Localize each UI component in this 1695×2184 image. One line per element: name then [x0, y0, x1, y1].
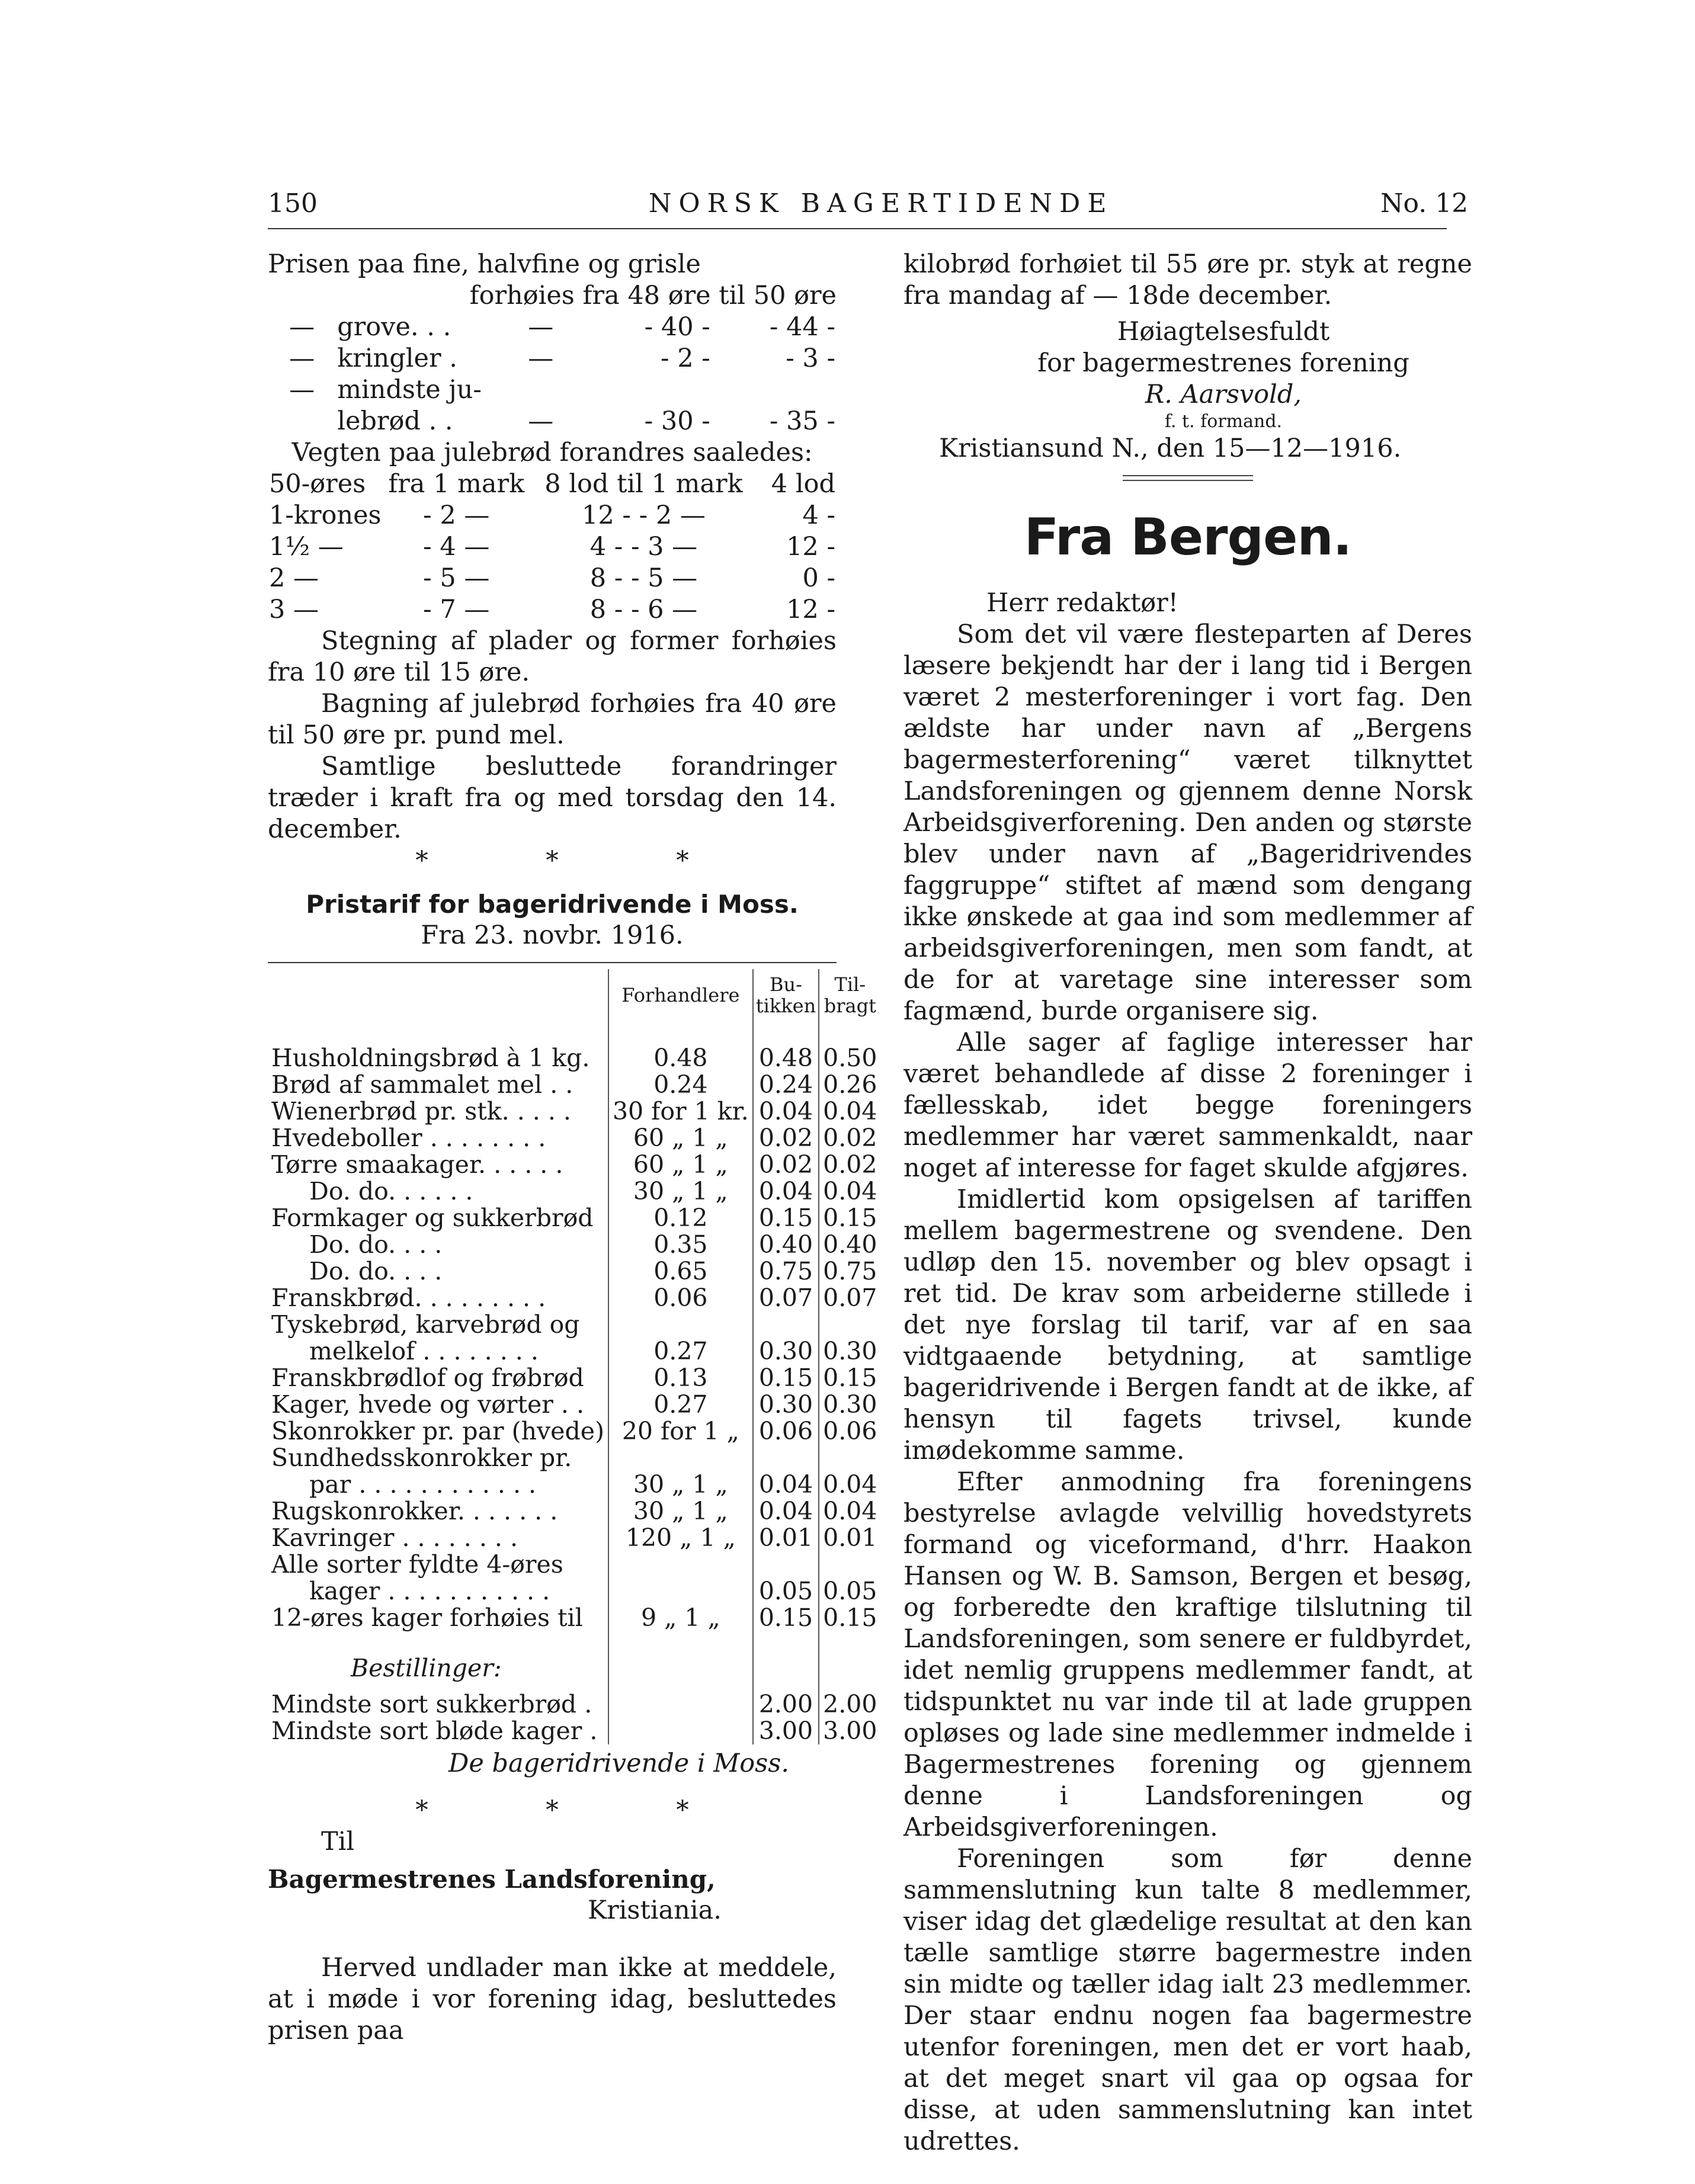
table-price-cell: 0.04 — [753, 1178, 819, 1205]
table-price-cell: 0.04 — [819, 1471, 880, 1498]
table-row — [268, 1098, 880, 1125]
letter-addressee: Bagermestrenes Landsforening, — [268, 1865, 716, 1894]
table-price-cell: 0.48 — [753, 1045, 819, 1072]
signer-title: f. t. formand. — [1164, 411, 1283, 432]
tariff-signature — [268, 1748, 837, 1779]
section-separator-2 — [268, 1795, 837, 1826]
table-price-cell: 0.15 — [753, 1365, 819, 1391]
table-row — [268, 1205, 880, 1231]
intro-line-2: forhøies fra 48 øre til 50 øre — [469, 281, 837, 310]
price-cell: - 35 - — [769, 406, 835, 436]
weight-cell: 0 - — [802, 563, 835, 593]
table-price-cell: 0.27 — [608, 1391, 753, 1418]
weight-row — [268, 563, 837, 594]
table-item-name: kager . . . . . . . . . . . — [309, 1577, 550, 1605]
separator-star: * — [676, 1795, 689, 1825]
table-price-cell: 0.06 — [608, 1285, 753, 1311]
table-price-cell: 2.00 — [819, 1691, 880, 1718]
weight-row — [268, 500, 837, 531]
issue-number: No. 12 — [1380, 188, 1469, 219]
table-price-cell: 0.04 — [819, 1178, 880, 1205]
tariff-header-forhandlere: Forhandlere — [608, 969, 753, 1021]
table-item-name: Kavringer . . . . . . . . — [271, 1524, 518, 1552]
table-price-cell: 0.35 — [608, 1231, 753, 1258]
tariff-header-butikken: Bu-tikken — [753, 969, 819, 1021]
letter-addressee-city: Kristiania. — [588, 1896, 722, 1925]
table-price-cell — [753, 1551, 819, 1578]
section-title: Fra Bergen. — [1024, 508, 1352, 567]
table-item-name: Wienerbrød pr. stk. . . . . — [271, 1097, 571, 1125]
weight-cell: 50-øres — [269, 469, 366, 499]
table-price-cell: 60 „ 1 „ — [608, 1152, 753, 1178]
table-row — [268, 1285, 880, 1311]
price-cell — [575, 374, 711, 406]
bergen-paragraph: Som det vil være flesteparten af Deres læsere bekjendt har der i lang tid i Bergen været 2 mesterforeninger i vort fag. Den ældste har under navn af „Bergens bagermesterforening“ været tilknyttet Landsforeningen og gjennem denne Norsk Arbeidsgiverforening. Den anden og største blev under navn af „Bageridrivendes faggruppe“ stiftet af mænd som dengang ikke ønskede at gaa ind som medlemmer af arbeidsgiverforeningen, men som fandt, at de for at varetage sine interesser som fagmænd, burde organisere sig. — [903, 620, 1472, 1026]
price-cell: mindste ju- — [337, 375, 482, 405]
orders-label-row — [268, 1655, 880, 1682]
table-top-rule — [268, 962, 837, 963]
price-row — [268, 374, 837, 406]
weight-table — [268, 469, 837, 626]
table-price-cell: 0.02 — [819, 1152, 880, 1178]
separator-star: * — [546, 846, 559, 875]
price-cell: — — [289, 375, 315, 405]
section-separator — [268, 845, 837, 877]
price-cell: — — [289, 344, 315, 373]
table-price-cell: 9 „ 1 „ — [608, 1605, 753, 1631]
price-cell: - 30 - — [644, 406, 710, 436]
table-row — [268, 1258, 880, 1285]
table-price-cell: 20 for 1 „ — [608, 1418, 753, 1445]
table-row — [268, 1471, 880, 1498]
table-price-cell: 0.15 — [819, 1605, 880, 1631]
price-cell: grove. . . — [337, 312, 451, 342]
table-price-cell — [608, 1578, 753, 1605]
table-row — [268, 1072, 880, 1098]
weight-cell: 1½ — — [269, 532, 344, 562]
paragraph-stegning: Stegning af plader og former forhøies fra 10 øre til 15 øre. — [268, 626, 837, 687]
bergen-paragraph: Efter anmodning fra foreningens bestyrelse avlagde velvillig hovedstyrets formand og viceformand, d'hrr. Haakon Hansen og W. B. Samson, Bergen et besøg, og forberedte den kraftige tilslutning til Landsforeningen, som senere er fuldbyrdet, idet nemlig gruppens medlemmer fandt, at tidspunktet nu var inde til at lade gruppen opløses og lade sine medlemmer indmelde i Bagermestrenes forening og gjennem denne i Landsforeningen og Arbeidsgiverforeningen. — [903, 1467, 1473, 1842]
table-price-cell: 0.02 — [753, 1152, 819, 1178]
table-price-cell: 0.40 — [819, 1231, 880, 1258]
price-cell — [268, 406, 336, 437]
table-price-cell — [819, 1311, 880, 1338]
table-price-cell: 0.30 — [753, 1391, 819, 1418]
table-row — [268, 1418, 880, 1445]
table-price-cell: 0.24 — [608, 1072, 753, 1098]
price-cell: - 2 - — [661, 344, 710, 373]
paragraph-bagning: Bagning af julebrød forhøies fra 40 øre til 50 øre pr. pund mel. — [268, 689, 837, 750]
table-item-name: Franskbrød. . . . . . . . . — [271, 1284, 546, 1312]
table-price-cell: 0.15 — [753, 1205, 819, 1231]
table-item-name: Tyskebrød, karvebrød og — [271, 1310, 580, 1339]
price-row — [268, 343, 837, 374]
closing-line-2: for bagermestrenes forening — [1037, 348, 1409, 378]
tariff-header-row — [268, 969, 880, 1021]
weight-cell: 8 lod til 1 mark — [544, 469, 743, 499]
price-cell: — — [528, 312, 554, 342]
table-item-name: Do. do. . . . — [309, 1257, 443, 1285]
price-cell: — — [289, 312, 315, 342]
table-price-cell: 0.24 — [753, 1072, 819, 1098]
table-price-cell: 0.40 — [753, 1231, 819, 1258]
table-price-cell: 30 „ 1 „ — [608, 1498, 753, 1525]
weight-cell: 4 lod — [771, 469, 835, 499]
tariff-signature-text: De bageridrivende i Moss. — [448, 1749, 789, 1778]
table-price-cell — [753, 1311, 819, 1338]
table-price-cell: 0.15 — [819, 1205, 880, 1231]
orders-label: Bestillinger: — [351, 1654, 502, 1682]
separator-star: * — [546, 1795, 559, 1825]
table-price-cell — [608, 1445, 753, 1471]
table-price-cell: 120 „ 1 „ — [608, 1525, 753, 1551]
tariff-date: Fra 23. novbr. 1916. — [421, 921, 684, 950]
table-price-cell: 0.30 — [819, 1391, 880, 1418]
table-price-cell: 0.02 — [819, 1125, 880, 1152]
table-price-cell: 0.65 — [608, 1258, 753, 1285]
weight-cell: - 4 — — [423, 532, 490, 562]
price-row — [268, 406, 837, 437]
table-price-cell: 0.06 — [753, 1418, 819, 1445]
table-price-cell — [608, 1718, 753, 1744]
table-price-cell: 0.50 — [819, 1045, 880, 1072]
table-price-cell: 0.27 — [608, 1338, 753, 1365]
table-row — [268, 1231, 880, 1258]
table-item-name: Do. do. . . . . . — [309, 1177, 473, 1205]
table-price-cell: 2.00 — [753, 1691, 819, 1718]
paragraph-samtlige: Samtlige besluttede forandringer træder i kraft fra og med torsdag den 14. december. — [268, 752, 837, 844]
table-price-cell: 3.00 — [753, 1718, 819, 1744]
weight-intro: Vegten paa julebrød forandres saaledes: — [291, 438, 813, 467]
table-price-cell: 0.15 — [819, 1365, 880, 1391]
table-item-name: Tørre smaakager. . . . . . — [271, 1150, 563, 1179]
table-row — [268, 1178, 880, 1205]
table-row — [268, 1525, 880, 1551]
weight-cell: 12 - — [786, 595, 835, 624]
table-price-cell: 0.04 — [819, 1098, 880, 1125]
weight-cell: - 5 — — [423, 563, 490, 593]
table-price-cell — [819, 1551, 880, 1578]
salutation: Herr redaktør! — [986, 588, 1178, 618]
weight-cell: fra 1 mark — [388, 469, 525, 499]
weight-cell: 2 — — [269, 563, 319, 593]
right-column — [903, 249, 1472, 2157]
bergen-paragraph: Imidlertid kom opsigelsen af tariffen mellem bagermestrene og svendene. Den udløp den 15. november og blev opsagt i ret tid. De krav som arbeiderne stillede i det nye forslag til tarif, var af en saa vidtgaaende betydning, at samtlige bageridrivende i Bergen fandt at de ikke, af hensyn til fagets trivsel, kunde imødekomme samme. — [903, 1185, 1472, 1465]
table-price-cell: 0.01 — [819, 1525, 880, 1551]
table-price-cell: 0.07 — [753, 1285, 819, 1311]
table-item-name: Formkager og sukkerbrød — [271, 1204, 594, 1232]
table-price-cell: 0.30 — [753, 1338, 819, 1365]
table-item-name: Mindste sort bløde kager . — [271, 1717, 598, 1745]
table-price-cell: 0.12 — [608, 1205, 753, 1231]
bergen-paragraph: Alle sager af faglige interesser har været behandlede af disse 2 foreninger i fællesskab, idet begge foreningers medlemmer har været sammenkaldt, naar noget af interesse for faget skulde afgjøres. — [903, 1028, 1472, 1183]
tariff-header-tilbragt: Til-bragt — [819, 969, 880, 1021]
table-price-cell: 0.07 — [819, 1285, 880, 1311]
weight-cell: - 7 — — [423, 595, 490, 624]
table-price-cell — [608, 1311, 753, 1338]
weight-cell: 3 — — [269, 595, 319, 624]
table-price-cell: 0.26 — [819, 1072, 880, 1098]
table-price-cell: 3.00 — [819, 1718, 880, 1744]
weight-cell: 4 - — [802, 501, 835, 530]
table-price-cell: 0.06 — [819, 1418, 880, 1445]
paragraph-herved: Herved undlader man ikke at meddele, at i møde i vor forening idag, besluttedes prisen paa — [268, 1953, 837, 2045]
separator-star: * — [415, 1795, 428, 1825]
price-increase-table — [268, 312, 837, 437]
price-cell — [712, 374, 837, 406]
weight-cell: - 2 — — [423, 501, 490, 530]
intro-line-1: Prisen paa fine, halvfine og grisle — [268, 249, 701, 279]
signer-name-text: R. Aarsvold, — [1145, 380, 1302, 409]
table-item-name: 12-øres kager forhøies til — [271, 1603, 583, 1632]
table-price-cell: 0.48 — [608, 1045, 753, 1072]
weight-row — [268, 594, 837, 626]
table-item-name: Alle sorter fyldte 4-øres — [271, 1550, 563, 1579]
weight-cell: 8 - - 5 — — [589, 563, 698, 593]
paragraph-kilobrod: kilobrød forhøiet til 55 øre pr. styk at regne fra mandag af — 18de december. — [903, 249, 1472, 310]
separator-star: * — [415, 846, 428, 875]
table-row — [268, 1551, 880, 1578]
table-price-cell — [819, 1445, 880, 1471]
table-row — [268, 1718, 880, 1744]
table-price-cell: 0.04 — [819, 1498, 880, 1525]
table-price-cell — [608, 1691, 753, 1718]
weight-cell: 1-krones — [269, 501, 382, 530]
table-price-cell: 0.04 — [753, 1098, 819, 1125]
table-item-name: Brød af sammalet mel . . — [271, 1070, 573, 1099]
table-row — [268, 1125, 880, 1152]
price-cell: lebrød . . — [337, 406, 453, 436]
table-row — [268, 1045, 880, 1072]
table-row — [268, 1152, 880, 1178]
table-item-name: Do. do. . . . — [309, 1230, 443, 1259]
header-rule — [268, 228, 1447, 229]
price-row — [268, 312, 837, 343]
table-price-cell: 0.02 — [753, 1125, 819, 1152]
table-row — [268, 1605, 880, 1631]
weight-row — [268, 531, 837, 563]
weight-row — [268, 469, 837, 500]
page-number: 150 — [268, 188, 318, 219]
table-price-cell: 0.75 — [753, 1258, 819, 1285]
price-cell: — — [528, 344, 554, 373]
table-price-cell: 0.13 — [608, 1365, 753, 1391]
table-price-cell — [753, 1445, 819, 1471]
journal-title: NORSK BAGERTIDENDE — [649, 188, 1114, 219]
letter-to-label: Til — [321, 1827, 355, 1856]
table-item-name: Mindste sort sukkerbrød . — [271, 1690, 592, 1718]
table-row — [268, 1691, 880, 1718]
table-item-name: Husholdningsbrød à 1 kg. — [271, 1044, 590, 1072]
table-item-name: melkelof . . . . . . . . — [309, 1337, 539, 1365]
table-price-cell: 0.04 — [753, 1498, 819, 1525]
weight-cell: 12 - — [786, 532, 835, 562]
table-row — [268, 1365, 880, 1391]
tariff-title: Pristarif for bageridrivende i Moss. — [306, 890, 799, 919]
weight-cell: 12 - - 2 — — [582, 501, 706, 530]
price-cell: — — [528, 406, 554, 436]
tariff-header-item — [268, 969, 608, 1021]
table-row — [268, 1445, 880, 1471]
tariff-table — [268, 969, 880, 1744]
table-price-cell: 0.05 — [753, 1578, 819, 1605]
table-price-cell: 30 „ 1 „ — [608, 1178, 753, 1205]
table-item-name: Skonrokker pr. par (hvede) — [271, 1417, 604, 1445]
table-row — [268, 1391, 880, 1418]
table-price-cell: 0.04 — [753, 1471, 819, 1498]
table-item-name: Franskbrødlof og frøbrød — [271, 1364, 584, 1392]
table-price-cell: 0.01 — [753, 1525, 819, 1551]
bergen-paragraph: Foreningen som før denne sammenslutning kun talte 8 medlemmer, viser idag det glædelige resultat at den kan tælle samtlige større bagermestre inden sin midte og tæller idag ialt 23 medlemmer. Der staar endnu nogen faa bagermestre utenfor foreningen, men det er vort haab, at det meget snart vil gaa op ogsaa for disse, at uden sammenslutning kan intet udrettes. — [903, 1844, 1472, 2156]
price-cell: - 40 - — [644, 312, 710, 342]
table-item-name: Kager, hvede og vørter . . — [271, 1390, 584, 1419]
price-cell: kringler . — [337, 344, 457, 373]
table-item-name: Sundhedsskonrokker pr. — [271, 1444, 572, 1472]
table-price-cell: 0.30 — [819, 1338, 880, 1365]
weight-cell: 8 - - 6 — — [589, 595, 698, 624]
place-date: Kristiansund N., den 15—12—1916. — [939, 434, 1402, 463]
table-price-cell — [608, 1551, 753, 1578]
price-cell: - 3 - — [786, 344, 835, 373]
table-price-cell: 30 for 1 kr. — [608, 1098, 753, 1125]
left-column — [268, 249, 877, 2047]
table-row — [268, 1498, 880, 1525]
table-item-name: Rugskonrokker. . . . . . . — [271, 1497, 558, 1525]
table-price-cell: 0.15 — [753, 1605, 819, 1631]
price-cell: - 44 - — [769, 312, 835, 342]
table-price-cell: 0.75 — [819, 1258, 880, 1285]
double-rule — [1123, 475, 1253, 481]
signer-name — [903, 379, 1472, 410]
weight-cell: 4 - - 3 — — [589, 532, 698, 562]
price-cell — [507, 374, 575, 406]
table-item-name: par . . . . . . . . . . . . — [309, 1470, 537, 1499]
table-price-cell: 30 „ 1 „ — [608, 1471, 753, 1498]
separator-star: * — [676, 846, 689, 875]
table-price-cell: 0.05 — [819, 1578, 880, 1605]
table-row — [268, 1578, 880, 1605]
closing-line-1: Høiagtelsesfuldt — [1117, 317, 1330, 347]
table-row — [268, 1311, 880, 1338]
table-row — [268, 1338, 880, 1365]
table-price-cell: 60 „ 1 „ — [608, 1125, 753, 1152]
table-item-name: Hvedeboller . . . . . . . . — [271, 1124, 546, 1152]
